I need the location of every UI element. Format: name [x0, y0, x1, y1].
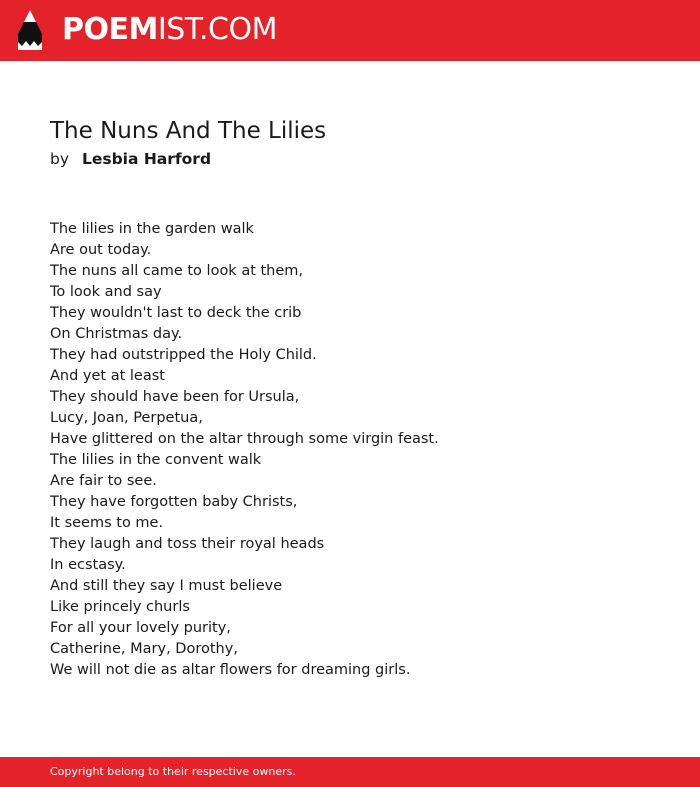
poem-line: To look and say [50, 284, 162, 300]
poem-line: The lilies in the convent walk [50, 452, 262, 468]
poem-line: For all your lovely purity, [50, 620, 231, 636]
logo-text-thin: IST.COM [157, 12, 277, 47]
poem-line: Catherine, Mary, Dorothy, [50, 641, 238, 657]
poem-line: On Christmas day. [50, 326, 183, 342]
poem-line: They had outstripped the Holy Child. [50, 347, 317, 363]
poem-body [50, 219, 670, 681]
poem-line: Like princely churls [50, 599, 190, 615]
poem-line: Have glittered on the altar through some virgin feast. [50, 431, 439, 447]
poem-line: We will not die as altar flowers for dreaming girls. [50, 662, 411, 678]
poem-line: And yet at least [50, 368, 165, 384]
poem-line: They wouldn't last to deck the crib [50, 305, 302, 321]
poem-line: The lilies in the garden walk [50, 221, 254, 237]
byline [50, 149, 211, 169]
poem-line: They should have been for Ursula, [50, 389, 300, 405]
poem-line: Lucy, Joan, Perpetua, [50, 410, 203, 426]
poem-line: In ecstasy. [50, 557, 126, 573]
poem-line: The nuns all came to look at them, [50, 263, 304, 279]
copyright-notice: Copyright belong to their respective owners. [50, 765, 296, 778]
poem-line: And still they say I must believe [50, 578, 283, 594]
logo-text-bold: POEM [62, 12, 158, 47]
author-name: Lesbia Harford [81, 150, 212, 168]
pencil-logo-icon[interactable] [16, 8, 44, 52]
by-label: by [50, 150, 70, 168]
poem-line: It seems to me. [50, 515, 164, 531]
site-footer [0, 757, 700, 787]
site-header [0, 0, 700, 61]
poem-line: Are fair to see. [50, 473, 157, 489]
poem-line: Are out today. [50, 242, 152, 258]
poem-line: They laugh and toss their royal heads [50, 536, 325, 552]
poem-line: They have forgotten baby Christs, [50, 494, 298, 510]
poem-title: The Nuns And The Lilies [50, 118, 327, 144]
site-logo[interactable] [62, 13, 277, 47]
